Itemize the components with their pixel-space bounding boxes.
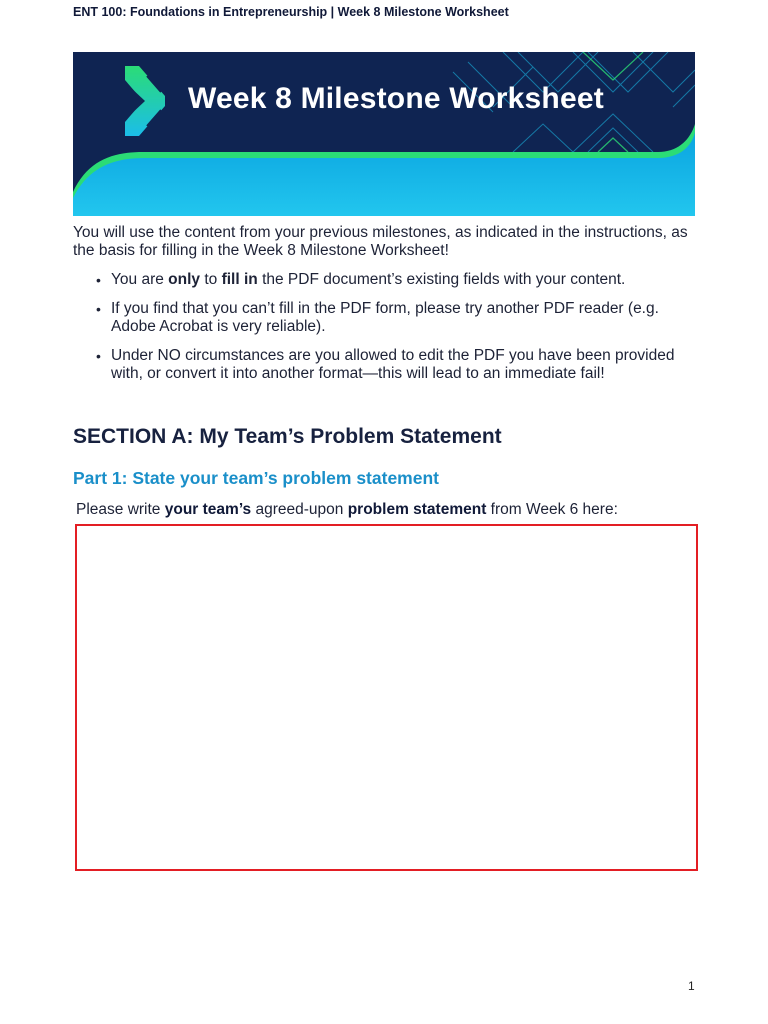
bold-text: fill in	[221, 271, 258, 288]
text-run: agreed-upon	[251, 501, 348, 518]
section-a-heading: SECTION A: My Team’s Problem Statement	[73, 425, 502, 448]
banner-background	[73, 52, 695, 216]
bullet-icon: •	[96, 348, 101, 364]
text-run: You are	[111, 271, 169, 288]
text-run: Under NO circumstances are you allowed to edit the PDF you have been provided with, or convert it into another format—this will lead to an immediate fail!	[111, 347, 675, 382]
bullet-icon: •	[96, 272, 101, 288]
part1-heading: Part 1: State your team’s problem statement	[73, 468, 439, 488]
running-header: ENT 100: Foundations in Entrepreneurship | Week 8 Milestone Worksheet	[73, 5, 509, 19]
list-item	[95, 347, 695, 383]
page-number: 1	[688, 979, 695, 993]
text-run: from Week 6 here:	[486, 501, 618, 518]
bold-text: problem statement	[347, 501, 487, 518]
text-run: the PDF document’s existing fields with your content.	[257, 271, 626, 288]
bold-text: only	[168, 271, 201, 288]
chevron-logo-icon	[125, 66, 165, 136]
text-run: If you find that you can’t fill in the PDF form, please try another PDF reader (e.g. Adobe Acrobat is very reliable).	[111, 300, 659, 335]
list-item	[95, 271, 695, 289]
problem-statement-prompt	[76, 501, 618, 519]
title-banner	[73, 52, 695, 216]
bullet-icon: •	[96, 301, 101, 317]
worksheet-title: Week 8 Milestone Worksheet	[188, 82, 604, 115]
problem-statement-field[interactable]	[75, 524, 698, 871]
text-run: to	[200, 271, 222, 288]
instruction-list	[95, 271, 695, 394]
intro-paragraph: You will use the content from your previous milestones, as indicated in the instructions, as the basis for filling in the Week 8 Milestone Worksheet!	[73, 224, 688, 259]
bold-text: your team’s	[164, 501, 252, 518]
text-run: Please write	[76, 501, 165, 518]
list-item	[95, 300, 695, 336]
